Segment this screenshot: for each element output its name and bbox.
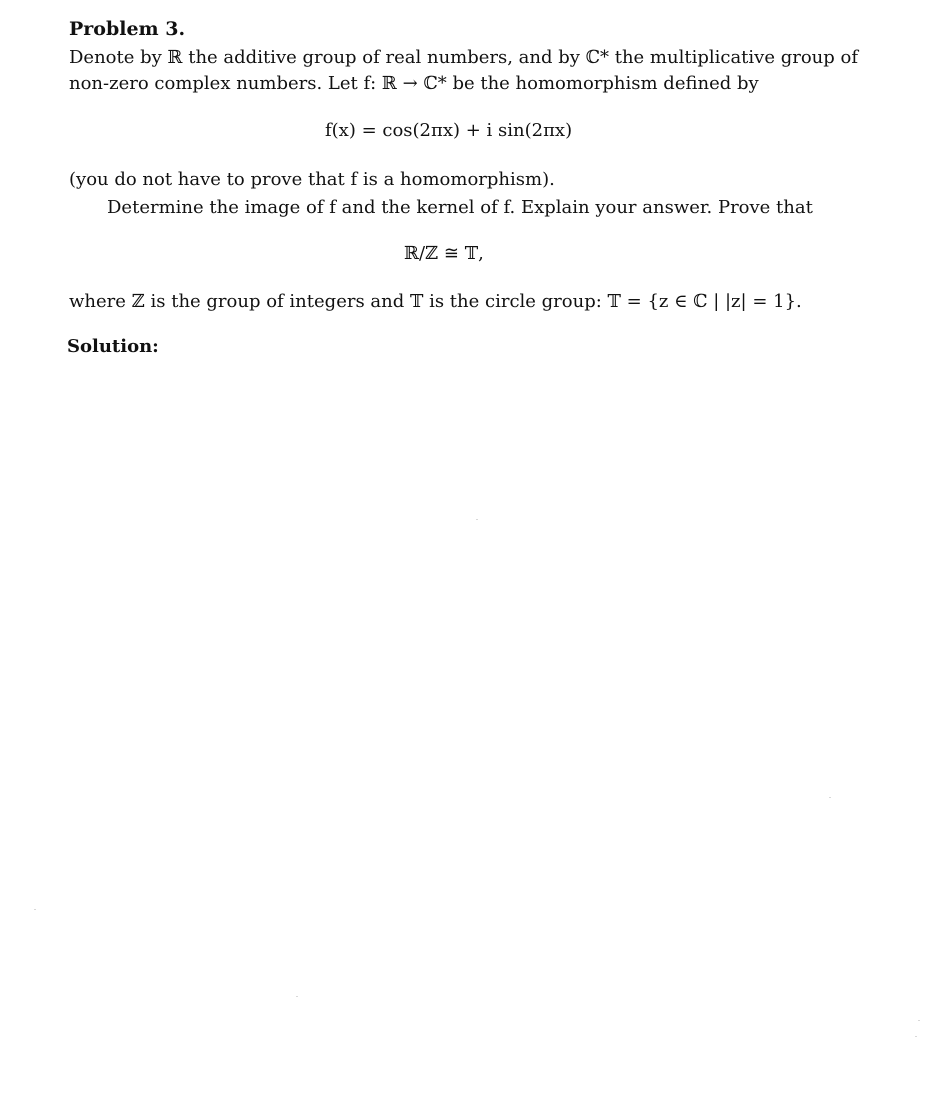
scan-speck [918, 1020, 920, 1021]
scan-speck [476, 519, 478, 520]
isomorphism-statement: ℝ/ℤ ≅ 𝕋, [404, 243, 484, 264]
scan-speck [829, 797, 831, 798]
problem-text-line-3: (you do not have to prove that f is a homomorphism). [69, 169, 555, 190]
problem-text-line-4: Determine the image of f and the kernel of f. Explain your answer. Prove that [107, 197, 813, 218]
problem-text-line-2: non-zero complex numbers. Let f: ℝ → ℂ* be the homomorphism defined by [69, 73, 759, 94]
scan-speck [34, 909, 36, 910]
problem-text-line-1: Denote by ℝ the additive group of real numbers, and by ℂ* the multiplicative group of [69, 47, 859, 68]
solution-label: Solution: [67, 336, 159, 357]
scan-speck [296, 996, 298, 997]
problem-text-line-5: where ℤ is the group of integers and 𝕋 is the circle group: 𝕋 = {z ∈ ℂ | |z| = 1}. [69, 291, 802, 312]
scan-speck [915, 1036, 917, 1037]
problem-heading: Problem 3. [69, 18, 186, 40]
homomorphism-formula: f(x) = cos(2πx) + i sin(2πx) [325, 120, 573, 141]
